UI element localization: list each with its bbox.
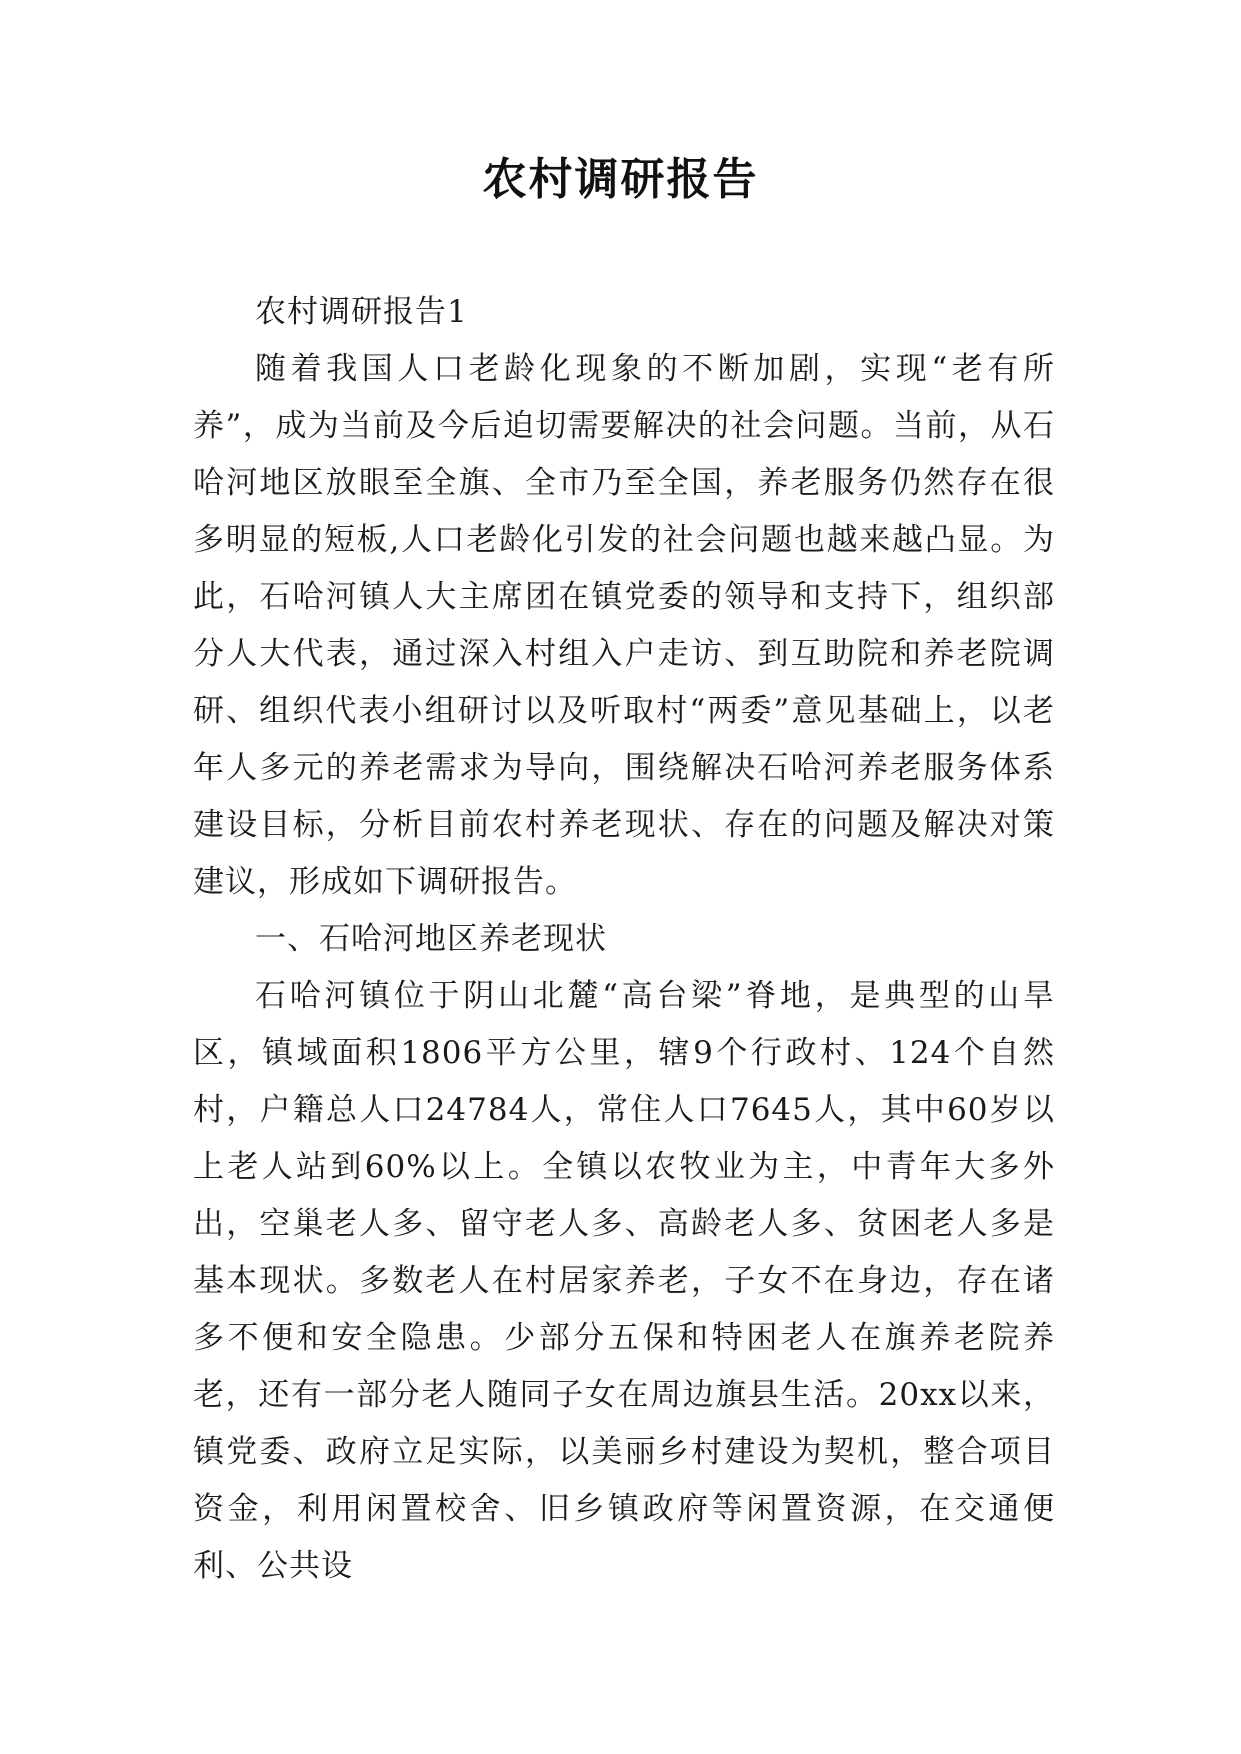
body-paragraph: 石哈河镇位于阴山北麓“高台梁”脊地，是典型的山旱区，镇域面积1806平方公里，辖9个行政村、124个自然村，户籍总人口24784人，常住人口7645人，其中60岁以上老人站到60%以上。全镇以农牧业为主，中青年大多外出，空巢老人多、留守老人多、高龄老人多、贫困老人多是基本现状。多数老人在村居家养老，子女不在身边，存在诸多不便和安全隐患。少部分五保和特困老人在旗养老院养老，还有一部分老人随同子女在周边旗县生活。20xx以来，镇党委、政府立足实际，以美丽乡村建设为契机，整合项目资金，利用闲置校舍、旧乡镇政府等闲置资源，在交通便利、公共设 <box>193 978 1055 1584</box>
document-body <box>193 284 1055 1595</box>
section-heading: 农村调研报告1 <box>255 294 468 330</box>
body-paragraph: 随着我国人口老龄化现象的不断加剧，实现“老有所养”，成为当前及今后迫切需要解决的社会问题。当前，从石哈河地区放眼至全旗、全市乃至全国，养老服务仍然存在很多明显的短板,人口老龄化引发的社会问题也越来越凸显。为此，石哈河镇人大主席团在镇党委的领导和支持下，组织部分人大代表，通过深入村组入户走访、到互助院和养老院调研、组织代表小组研讨以及听取村“两委”意见基础上，以老年人多元的养老需求为导向，围绕解决石哈河养老服务体系建设目标，分析目前农村养老现状、存在的问题及解决对策建议，形成如下调研报告。 <box>193 351 1055 900</box>
document-title: 农村调研报告 <box>482 154 759 205</box>
subsection-heading: 一、石哈河地区养老现状 <box>255 921 607 957</box>
